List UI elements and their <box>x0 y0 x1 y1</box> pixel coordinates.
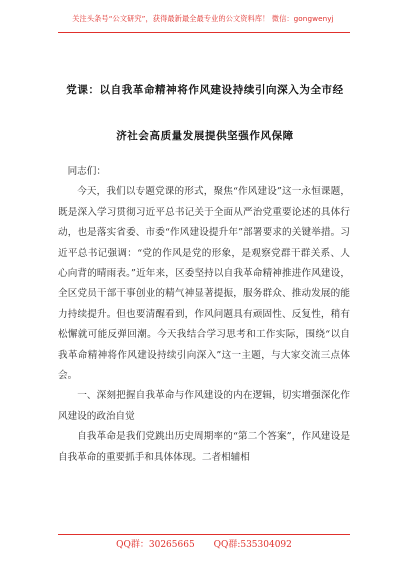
footer-contact <box>58 537 350 550</box>
paragraph-intro: 今天，我们以专题党课的形式，聚焦“作风建设”这一永恒课题，既是深入学习贯彻习近平总书记关于全面从严治党重要论述的具体行动，也是落实省委、市委“作风建设提升年”部署要求的关键举措。习近平总书记强调：“党的作风是党的形象，是观察党群干群关系、人心向背的晴雨表。”近年来，区委坚持以自我革命精神推进作风建设，全区党员干部干事创业的精气神显著提振，服务群众、推动发展的能力持续提升。但也要清醒看到，作风问题具有顽固性、反复性，稍有松懈就可能反弹回潮。今天我结合学习思考和工作实际，围绕“以自我革命精神将作风建设持续引向深入”这一主题，与大家交流三点体会。 <box>58 186 350 382</box>
footer-qq-group-2: QQ群:535304092 <box>213 540 292 550</box>
paragraph-section-1: 自我革命是我们党跳出历史周期率的“第二个答案”，作风建设是自我革命的重要抓手和具体体现。二者相辅相 <box>58 431 350 463</box>
header-divider <box>58 32 350 33</box>
salutation: 同志们： <box>67 166 106 177</box>
footer-qq-group-1: QQ群：30265665 <box>116 540 195 550</box>
document-title-line-2: 济社会高质量发展提供坚强作风保障 <box>116 130 294 142</box>
footer-divider <box>58 534 350 535</box>
header-banner: 关注头条号“公文研究”，获得最新最全最专业的公文资料库！ 微信：gongwenyj <box>72 14 334 23</box>
document-body <box>58 162 350 468</box>
section-heading-1: 一、深刻把握自我革命与作风建设的内在逻辑，切实增强深化作风建设的政治自觉 <box>58 390 350 422</box>
document-title-line-1: 党课：以自我革命精神将作风建设持续引向深入为全市经 <box>66 84 344 96</box>
